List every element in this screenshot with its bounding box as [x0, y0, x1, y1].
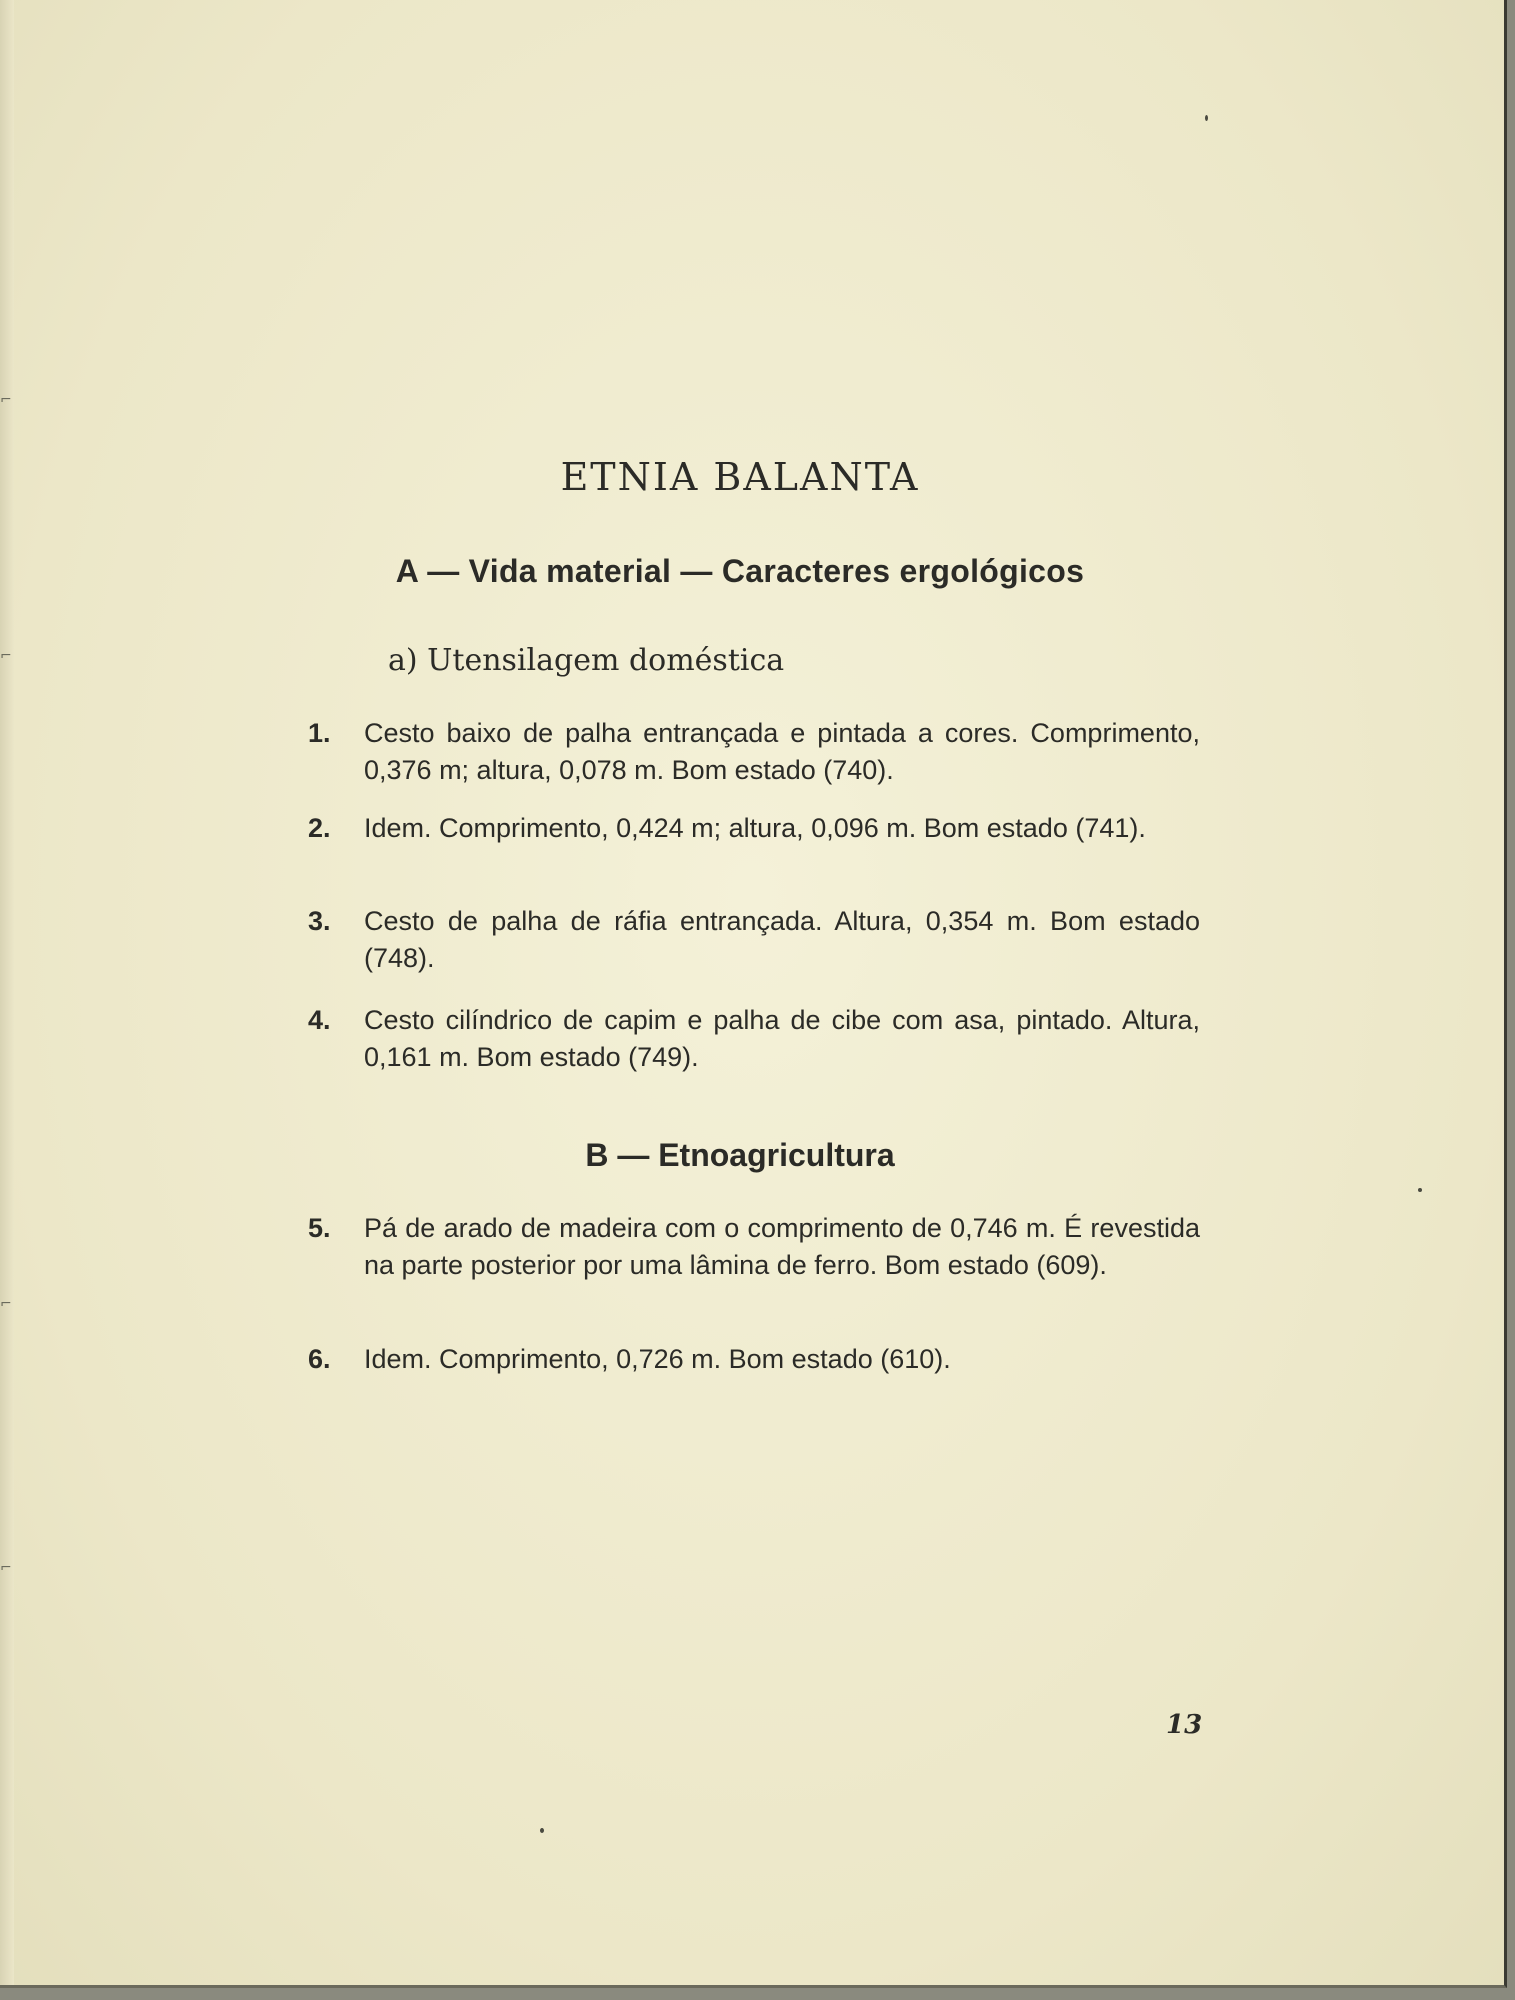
item-text: Cesto de palha de ráfia entrançada. Altura, 0,354 m. Bom estado (748). — [364, 906, 1200, 973]
item-text: Cesto baixo de palha entrançada e pintada a cores. Comprimento, 0,376 m; altura, 0,078 m. Bom estado (740). — [364, 718, 1200, 785]
binding-stitch: ⌐ — [0, 1560, 12, 1576]
list-item — [308, 810, 1200, 847]
list-item — [308, 903, 1200, 977]
subsection-heading-a: a) Utensilagem doméstica — [388, 643, 785, 678]
item-number: 4. — [308, 1005, 331, 1035]
list-item — [308, 1002, 1200, 1076]
list-item — [308, 1210, 1200, 1284]
item-number: 1. — [308, 718, 331, 748]
section-heading-a: A — Vida material — Caracteres ergológicos — [395, 553, 1085, 589]
paper-speck — [1205, 115, 1208, 121]
binding-stitch: ⌐ — [0, 1296, 12, 1312]
list-item — [308, 1341, 1200, 1378]
page-number: 13 — [1166, 1710, 1203, 1740]
item-text: Cesto cilíndrico de capim e palha de cibe com asa, pintado. Altura, 0,161 m. Bom estado (749). — [364, 1005, 1200, 1072]
item-text: Idem. Comprimento, 0,424 m; altura, 0,096 m. Bom estado (741). — [364, 813, 1146, 843]
item-number: 6. — [308, 1344, 331, 1374]
page-spine — [0, 0, 14, 1985]
paper-speck — [1418, 1188, 1422, 1192]
item-text: Idem. Comprimento, 0,726 m. Bom estado (610). — [364, 1344, 951, 1374]
item-number: 3. — [308, 906, 331, 936]
list-item — [308, 715, 1200, 789]
item-text: Pá de arado de madeira com o comprimento de 0,746 m. É revestida na parte posterior por uma lâmina de ferro. Bom estado (609). — [364, 1213, 1200, 1280]
paper-speck — [540, 1828, 544, 1833]
item-number: 5. — [308, 1213, 331, 1243]
section-heading-b: B — Etnoagricultura — [585, 1137, 895, 1173]
binding-stitch: ⌐ — [0, 392, 12, 408]
page-title: ETNIA BALANTA — [560, 455, 920, 499]
item-number: 2. — [308, 813, 331, 843]
binding-stitch: ⌐ — [0, 648, 12, 664]
